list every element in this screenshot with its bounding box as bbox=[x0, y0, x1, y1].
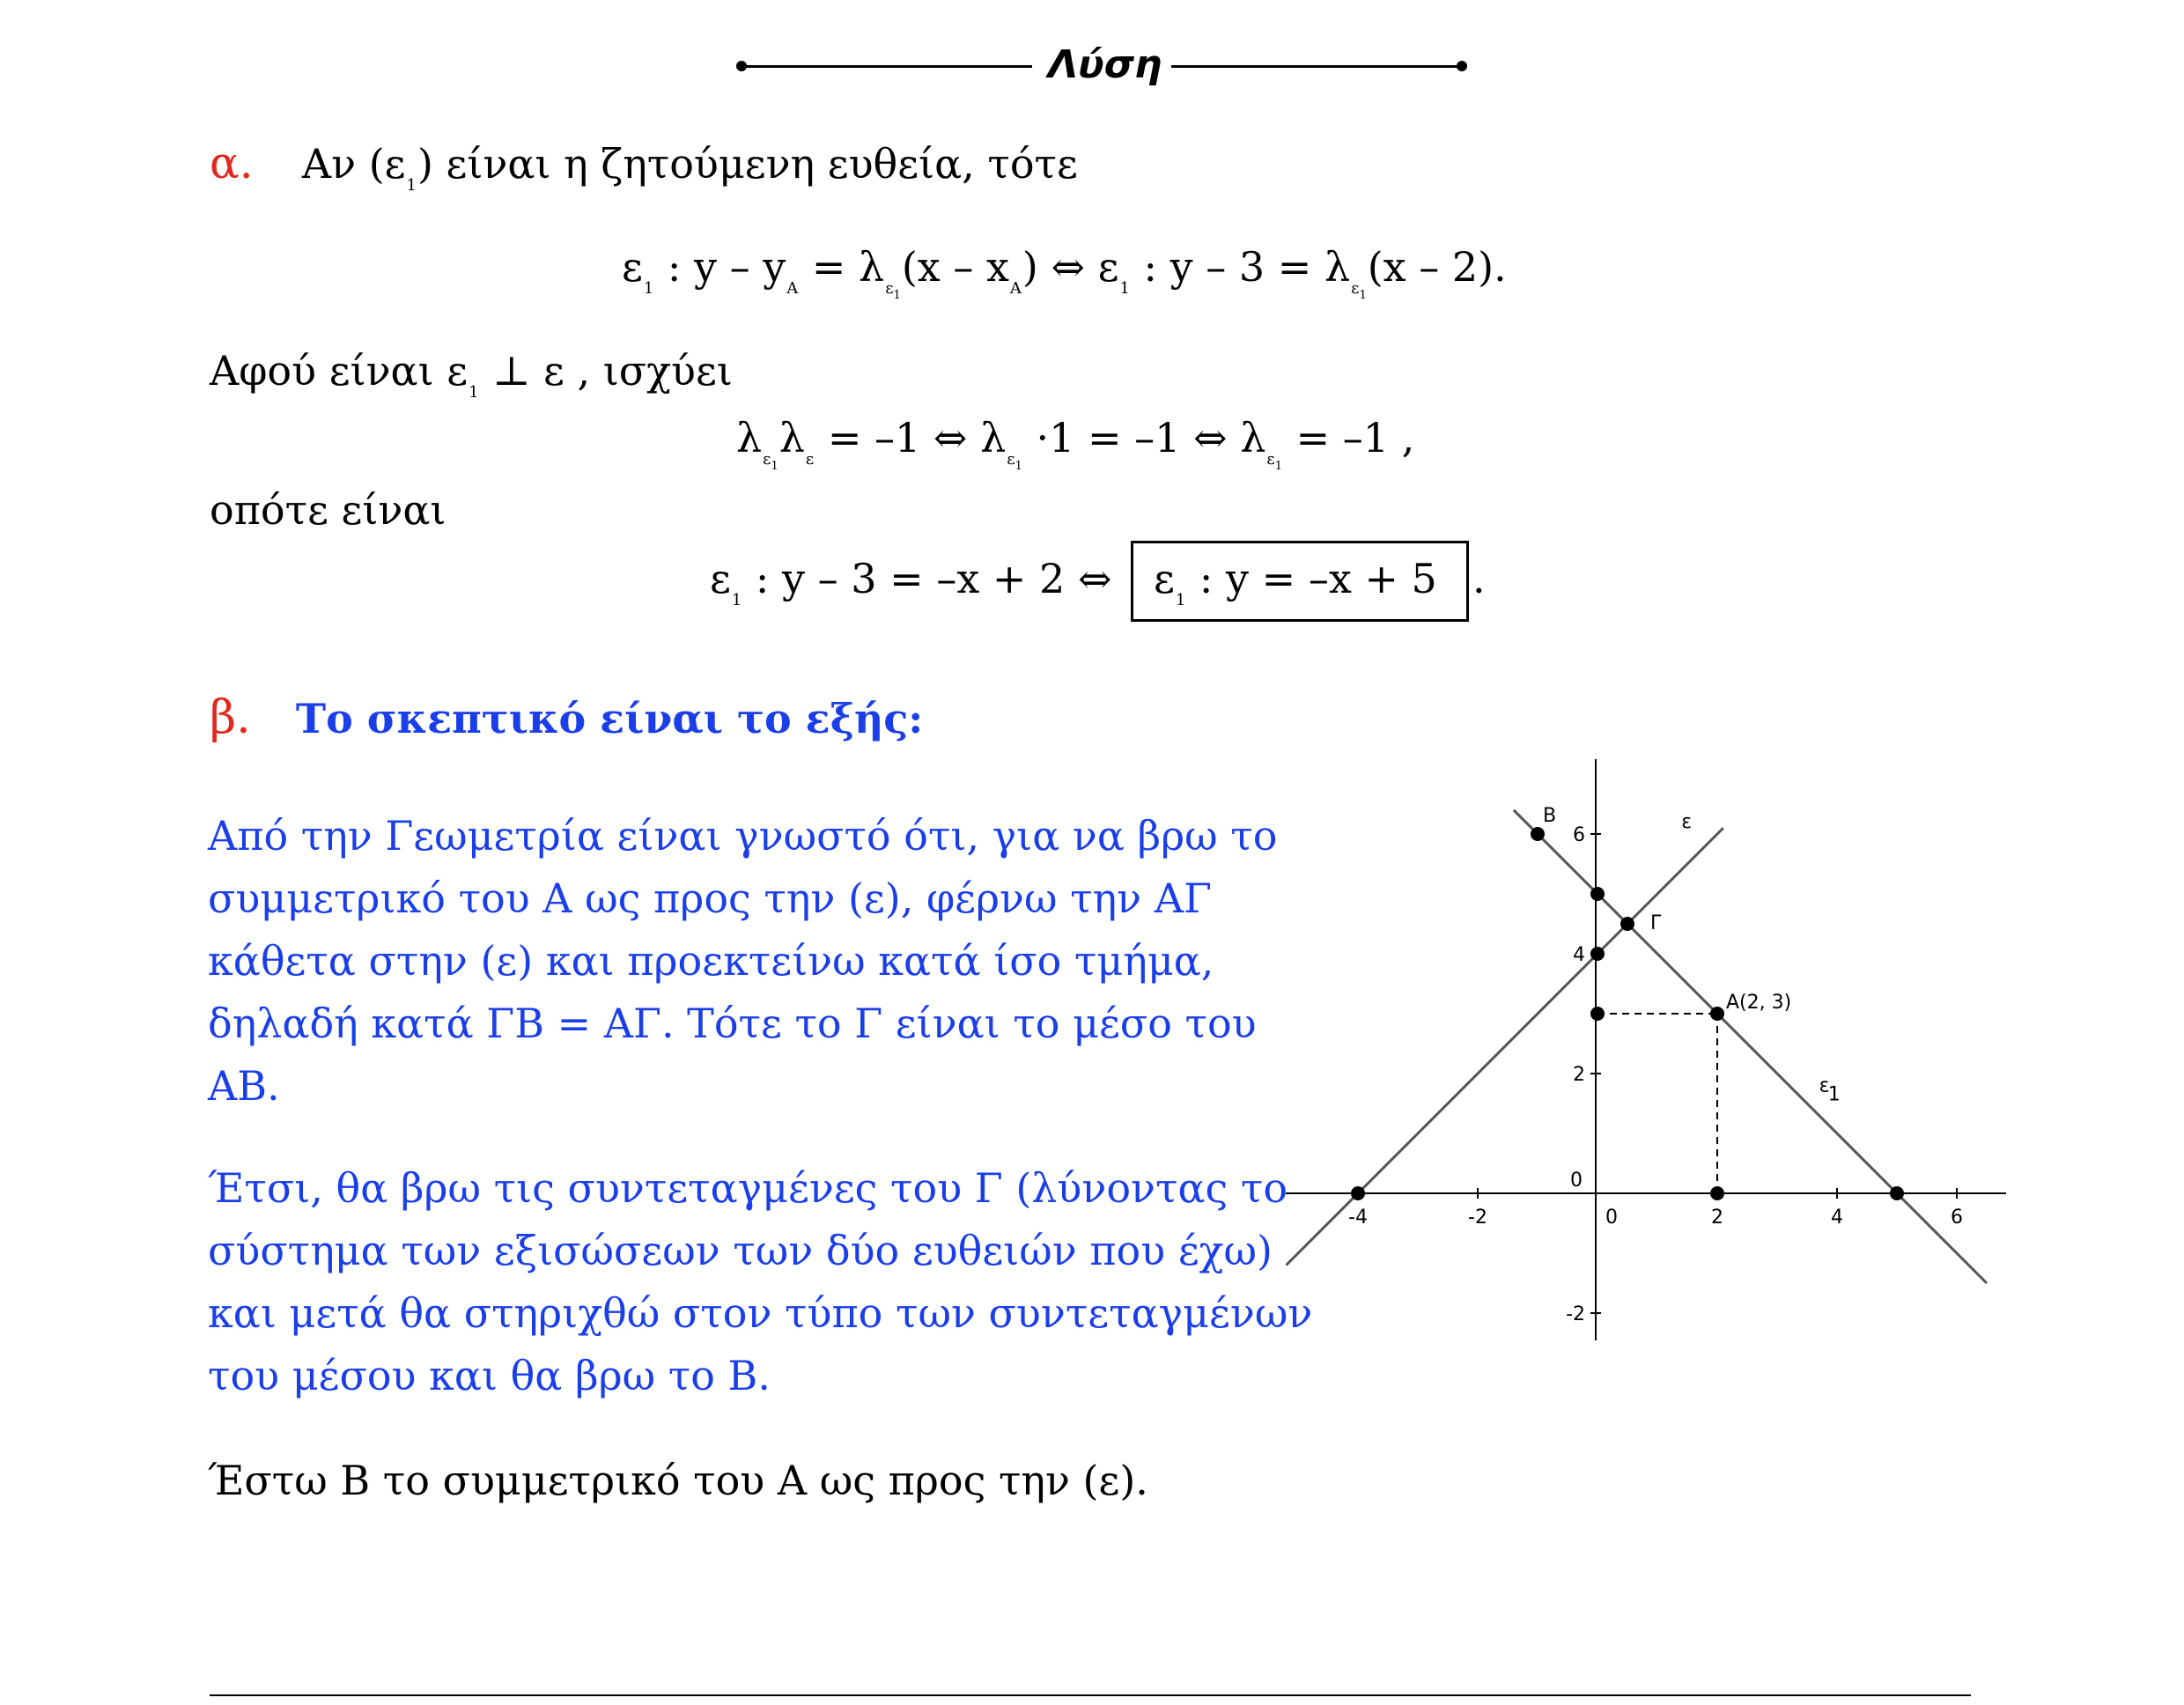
line-epsilon-1-subscript: 1 bbox=[1827, 1083, 1841, 1106]
coordinate-graph bbox=[1286, 750, 2008, 1349]
x-tick-label: 6 bbox=[1951, 1207, 1963, 1229]
paragraph-2-line: και μετά θα στηριχθώ στον τύπο των συντεταγμένων bbox=[208, 1289, 1313, 1337]
point-label: A(2, 3) bbox=[1726, 992, 1792, 1014]
x-tick-label: -2 bbox=[1468, 1207, 1487, 1229]
part-b-heading bbox=[210, 691, 924, 744]
paragraph-2 bbox=[208, 1157, 1312, 1407]
graph-point bbox=[1531, 827, 1545, 841]
intro-before: Αν (ε bbox=[301, 140, 406, 188]
paragraph-2-line: Έτσι, θα βρω τις συντεταγμένες του Γ (λύνοντας το bbox=[208, 1164, 1288, 1212]
bottom-rule bbox=[210, 1694, 1971, 1696]
part-b-title: Το σκεπτικό είναι το εξής: bbox=[295, 695, 924, 742]
equation-period: . bbox=[1472, 555, 1486, 602]
perpendicular-statement: Αφού είναι $\varepsilon_1$ ⊥ ε , ισχύει bbox=[210, 347, 733, 402]
paragraph-2-line: του μέσου και θα βρω το Β. bbox=[208, 1352, 771, 1399]
boxed-answer-text: $\varepsilon_1$ : y = –x + 5 bbox=[1154, 555, 1437, 609]
paragraph-1-line: δηλαδή κατά ΓΒ = ΑΓ. Τότε το Γ είναι το μέσο του bbox=[208, 1000, 1257, 1047]
line-epsilon-1-label: ε bbox=[1819, 1074, 1830, 1097]
part-b-marker: β. bbox=[210, 691, 251, 744]
graph-point bbox=[1351, 1186, 1365, 1200]
paragraph-2-line: σύστημα των εξισώσεων των δύο ευθειών που έχω) bbox=[208, 1227, 1273, 1274]
y-tick-label: -2 bbox=[1566, 1303, 1585, 1325]
heading-rule-left bbox=[742, 65, 1032, 68]
graph-point bbox=[1710, 1186, 1724, 1200]
heading-dot-right bbox=[1457, 61, 1467, 71]
line-epsilon-label: ε bbox=[1681, 811, 1693, 834]
closing-statement: Έστω Β το συμμετρικό του Α ως προς την (ε). bbox=[208, 1457, 1148, 1504]
x-tick-label: 2 bbox=[1711, 1207, 1723, 1229]
point-label: Γ bbox=[1650, 912, 1662, 934]
graph-point bbox=[1710, 1007, 1724, 1021]
paragraph-1-line: κάθετα στην (ε) και προεκτείνω κατά ίσο τμήμα, bbox=[208, 937, 1214, 985]
graph-point bbox=[1590, 1007, 1605, 1021]
y-tick-label: 4 bbox=[1573, 944, 1585, 966]
graph-point bbox=[1890, 1186, 1904, 1200]
paragraph-1-line: Από την Γεωμετρία είναι γνωστό ότι, για να βρω το bbox=[208, 812, 1278, 860]
line-epsilon-1 bbox=[1514, 810, 1987, 1283]
equation-line-1: $\varepsilon_1$ : $y - y_A = \lambda_{\varepsilon_1}(x - x_A)$ ⇔ $\varepsilon_1$ : $y - 3 = \lambda_{\varepsilon_1}(x - 2)$. bbox=[622, 243, 1507, 302]
paragraph-1-line: ΑΒ. bbox=[208, 1062, 280, 1110]
y-tick-label: 6 bbox=[1573, 824, 1585, 846]
part-a-intro bbox=[210, 137, 1078, 195]
intro-after: ) είναι η ζητούμενη ευθεία, τότε bbox=[417, 140, 1078, 188]
intro-subscript: 1 bbox=[406, 176, 417, 195]
x-tick-label: -4 bbox=[1348, 1207, 1368, 1229]
paragraph-1 bbox=[208, 805, 1277, 1118]
heading-rule-right bbox=[1171, 65, 1462, 68]
x-tick-label: 0 bbox=[1605, 1207, 1618, 1229]
part-a-marker: α. bbox=[210, 137, 254, 188]
so-text: οπότε είναι bbox=[210, 486, 446, 534]
graph-point bbox=[1620, 917, 1634, 931]
y-tick-label: 2 bbox=[1573, 1064, 1585, 1086]
graph-point bbox=[1590, 887, 1605, 901]
graph-point bbox=[1590, 947, 1605, 961]
point-label: B bbox=[1543, 805, 1557, 827]
equation-line-3: $\varepsilon_1$ : y – 3 = –x + 2 ⇔ bbox=[710, 555, 1112, 609]
equation-line-2: $\lambda_{\varepsilon_1}\lambda_\varepsilon = -1$ ⇔ $\lambda_{\varepsilon_1} \cdot 1 = -1$ ⇔ $\lambda_{\varepsilon_1} = -1$ , bbox=[736, 414, 1415, 473]
x-tick-label: 4 bbox=[1831, 1207, 1843, 1229]
paragraph-1-line: συμμετρικό του Α ως προς την (ε), φέρνω την ΑΓ bbox=[208, 875, 1212, 922]
solution-heading: Λύση bbox=[1048, 42, 1162, 87]
line-epsilon bbox=[1286, 828, 1723, 1265]
y-tick-label: 0 bbox=[1570, 1170, 1583, 1192]
